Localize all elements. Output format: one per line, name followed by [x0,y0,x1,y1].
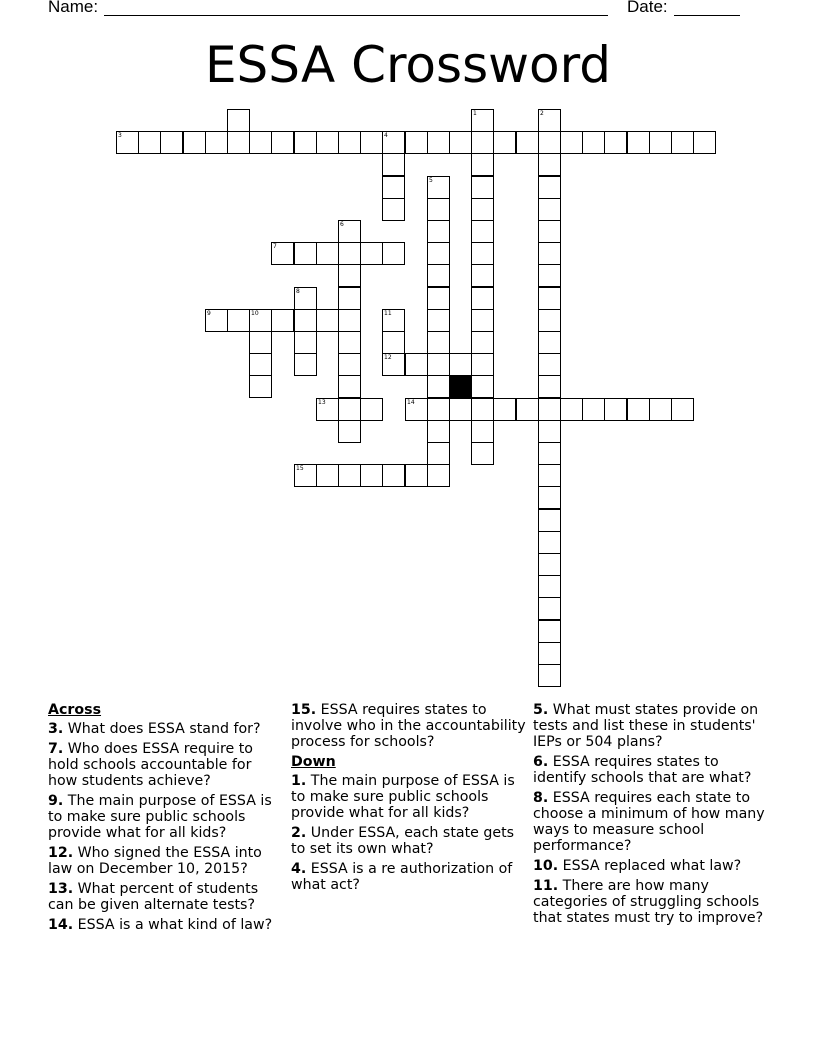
crossword-cell[interactable] [471,398,494,421]
clue-down-1 [291,773,527,821]
crossword-cell[interactable] [405,353,428,376]
crossword-cell[interactable] [671,131,694,154]
clue-text: ESSA is a re authorization of what act? [291,861,513,893]
crossword-cell[interactable] [538,398,561,421]
clue-text: What does ESSA stand for? [67,721,261,737]
crossword-cell[interactable] [294,309,317,332]
crossword-cell[interactable] [294,242,317,265]
crossword-cell[interactable] [538,486,561,509]
crossword-cell[interactable] [604,131,627,154]
clue-down-11 [533,878,769,926]
page-title: ESSA Crossword [204,36,612,94]
crossword-cell[interactable] [471,109,494,132]
crossword-cell[interactable] [538,375,561,398]
crossword-cell[interactable] [538,109,561,132]
crossword-cell-blocked [449,375,472,398]
crossword-cell[interactable] [338,287,361,310]
clue-down-4 [291,861,527,893]
clue-text: What must states provide on tests and list these in students' IEPs or 504 plans? [533,702,759,750]
clue-number: 14. [48,917,74,933]
clue-across-7 [48,741,284,789]
clue-number-label: 9 [207,310,211,317]
crossword-cell[interactable] [360,398,383,421]
crossword-cell[interactable] [538,553,561,576]
crossword-cell[interactable] [316,309,339,332]
crossword-cell[interactable] [205,131,228,154]
crossword-cell[interactable] [693,131,716,154]
clue-down-8 [533,790,769,854]
crossword-cell[interactable] [427,264,450,287]
crossword-cell[interactable] [382,331,405,354]
clue-column-2 [291,702,527,897]
clue-across-12 [48,845,284,877]
clue-number: 4. [291,861,307,877]
crossword-cell[interactable] [538,509,561,532]
crossword-cell[interactable] [538,242,561,265]
clue-number-label: 14 [407,399,415,406]
crossword-cell[interactable] [538,287,561,310]
crossword-cell[interactable] [427,309,450,332]
crossword-cell[interactable] [405,398,428,421]
crossword-cell[interactable] [471,353,494,376]
crossword-cell[interactable] [471,242,494,265]
crossword-cell[interactable] [427,442,450,465]
crossword-cell[interactable] [271,242,294,265]
crossword-cell[interactable] [449,131,472,154]
crossword-cell[interactable] [538,198,561,221]
crossword-cell[interactable] [294,287,317,310]
clue-column-1 [48,702,284,937]
clue-number-label: 5 [429,177,433,184]
clue-text: ESSA requires states to involve who in the accountability process for schools? [291,702,526,750]
crossword-cell[interactable] [160,131,183,154]
clue-text: ESSA is a what kind of law? [77,917,273,933]
crossword-cell[interactable] [294,353,317,376]
crossword-cell[interactable] [205,309,228,332]
clue-number: 3. [48,721,64,737]
crossword-cell[interactable] [405,131,428,154]
clue-text: The main purpose of ESSA is to make sure public schools provide what for all kids? [291,773,515,821]
crossword-cell[interactable] [338,220,361,243]
crossword-cell[interactable] [427,131,450,154]
crossword-cell[interactable] [560,398,583,421]
crossword-cell[interactable] [249,131,272,154]
crossword-cell[interactable] [538,353,561,376]
crossword-cell[interactable] [427,287,450,310]
crossword-cell[interactable] [227,109,250,132]
across-heading: Across [48,702,102,718]
clue-down-2 [291,825,527,857]
clue-number-label: 11 [384,310,392,317]
crossword-cell[interactable] [338,464,361,487]
clue-number-label: 8 [296,288,300,295]
crossword-cell[interactable] [138,131,161,154]
crossword-cell[interactable] [249,353,272,376]
crossword-cell[interactable] [427,398,450,421]
clue-number: 9. [48,793,64,809]
crossword-cell[interactable] [538,264,561,287]
crossword-cell[interactable] [294,331,317,354]
date-label: Date: [627,0,668,16]
crossword-cell[interactable] [649,131,672,154]
clue-across-3 [48,721,284,737]
crossword-cell[interactable] [294,464,317,487]
crossword-cell[interactable] [449,398,472,421]
crossword-cell[interactable] [538,420,561,443]
crossword-cell[interactable] [471,331,494,354]
crossword-cell[interactable] [582,398,605,421]
clue-number: 13. [48,881,74,897]
clue-text: ESSA requires each state to choose a minimum of how many ways to measure school performance? [533,790,765,854]
crossword-cell[interactable] [538,442,561,465]
crossword-cell[interactable] [382,353,405,376]
crossword-cell[interactable] [338,420,361,443]
crossword-cell[interactable] [471,264,494,287]
crossword-cell[interactable] [427,198,450,221]
crossword-cell[interactable] [316,242,339,265]
crossword-cell[interactable] [538,620,561,643]
clue-text: ESSA requires states to identify schools that are what? [533,754,752,786]
crossword-cell[interactable] [471,420,494,443]
crossword-cell[interactable] [560,131,583,154]
crossword-cell[interactable] [627,131,650,154]
crossword-cell[interactable] [294,131,317,154]
crossword-cell[interactable] [338,398,361,421]
clue-down-6 [533,754,769,786]
clue-text: What percent of students can be given alternate tests? [48,881,259,913]
clue-number-label: 4 [384,132,388,139]
crossword-cell[interactable] [627,398,650,421]
clue-number: 6. [533,754,549,770]
clue-down-5 [533,702,769,750]
clue-number-label: 6 [340,221,344,228]
crossword-cell[interactable] [405,464,428,487]
clue-number: 5. [533,702,549,718]
crossword-cell[interactable] [316,464,339,487]
crossword-cell[interactable] [471,287,494,310]
clue-number-label: 13 [318,399,326,406]
crossword-cell[interactable] [538,664,561,687]
crossword-cell[interactable] [471,375,494,398]
crossword-cell[interactable] [382,198,405,221]
crossword-cell[interactable] [538,575,561,598]
crossword-cell[interactable] [249,331,272,354]
crossword-cell[interactable] [538,153,561,176]
crossword-cell[interactable] [427,353,450,376]
clue-number: 8. [533,790,549,806]
crossword-cell[interactable] [338,309,361,332]
clue-across-9 [48,793,284,841]
crossword-cell[interactable] [382,242,405,265]
crossword-cell[interactable] [538,131,561,154]
clue-number-label: 3 [118,132,122,139]
crossword-cell[interactable] [382,153,405,176]
crossword-cell[interactable] [427,331,450,354]
crossword-cell[interactable] [338,242,361,265]
clue-number-label: 15 [296,465,304,472]
crossword-cell[interactable] [538,220,561,243]
clue-across-15 [291,702,527,750]
crossword-cell[interactable] [516,131,539,154]
clue-number-label: 2 [540,110,544,117]
crossword-cell[interactable] [249,309,272,332]
clue-number: 11. [533,878,559,894]
crossword-cell[interactable] [671,398,694,421]
down-heading: Down [291,754,336,770]
name-label: Name: [48,0,99,16]
crossword-cell[interactable] [316,131,339,154]
clue-number: 1. [291,773,307,789]
crossword-cell[interactable] [538,309,561,332]
crossword-cell[interactable] [227,309,250,332]
crossword-cell[interactable] [183,131,206,154]
clue-column-3 [533,702,769,930]
crossword-cell[interactable] [649,398,672,421]
clue-number: 7. [48,741,64,757]
clue-text: There are how many categories of struggling schools that states must try to improve? [533,878,764,926]
crossword-cell[interactable] [493,398,516,421]
crossword-cell[interactable] [427,375,450,398]
clue-number-label: 1 [473,110,477,117]
crossword-cell[interactable] [227,131,250,154]
clue-down-10 [533,858,769,874]
clue-number: 12. [48,845,74,861]
crossword-cell[interactable] [382,131,405,154]
crossword-cell[interactable] [516,398,539,421]
crossword-cell[interactable] [471,131,494,154]
crossword-cell[interactable] [360,242,383,265]
clue-number: 10. [533,858,559,874]
crossword-cell[interactable] [382,176,405,199]
crossword-cell[interactable] [538,176,561,199]
crossword-cell[interactable] [360,464,383,487]
crossword-cell[interactable] [582,131,605,154]
crossword-cell[interactable] [427,464,450,487]
crossword-cell[interactable] [249,375,272,398]
crossword-cell[interactable] [471,442,494,465]
clue-number: 2. [291,825,307,841]
crossword-cell[interactable] [338,331,361,354]
crossword-cell[interactable] [427,176,450,199]
crossword-cell[interactable] [538,597,561,620]
crossword-cell[interactable] [360,131,383,154]
crossword-cell[interactable] [338,353,361,376]
crossword-cell[interactable] [471,220,494,243]
crossword-cell[interactable] [471,198,494,221]
crossword-cell[interactable] [316,398,339,421]
crossword-cell[interactable] [493,131,516,154]
crossword-cell[interactable] [538,531,561,554]
clue-number-label: 10 [251,310,259,317]
crossword-cell[interactable] [338,131,361,154]
crossword-cell[interactable] [471,176,494,199]
crossword-cell[interactable] [471,309,494,332]
clue-number: 15. [291,702,317,718]
crossword-cell[interactable] [427,420,450,443]
crossword-cell[interactable] [338,375,361,398]
crossword-cell[interactable] [538,464,561,487]
crossword-cell[interactable] [427,242,450,265]
crossword-cell[interactable] [538,331,561,354]
clue-number-label: 7 [273,243,277,250]
crossword-cell[interactable] [427,220,450,243]
clue-text: Who does ESSA require to hold schools accountable for how students achieve? [48,741,253,789]
crossword-cell[interactable] [338,264,361,287]
crossword-cell[interactable] [116,131,139,154]
clue-number-label: 12 [384,354,392,361]
crossword-cell[interactable] [604,398,627,421]
crossword-cell[interactable] [471,153,494,176]
clue-across-13 [48,881,284,913]
crossword-cell[interactable] [271,131,294,154]
crossword-cell[interactable] [382,464,405,487]
clue-across-14 [48,917,284,933]
crossword-cell[interactable] [382,309,405,332]
crossword-cell[interactable] [271,309,294,332]
crossword-cell[interactable] [449,353,472,376]
clue-text: ESSA replaced what law? [562,858,742,874]
clue-text: The main purpose of ESSA is to make sure public schools provide what for all kids? [48,793,272,841]
clue-text: Who signed the ESSA into law on December 10, 2015? [48,845,262,877]
clue-text: Under ESSA, each state gets to set its own what? [291,825,515,857]
crossword-cell[interactable] [538,642,561,665]
